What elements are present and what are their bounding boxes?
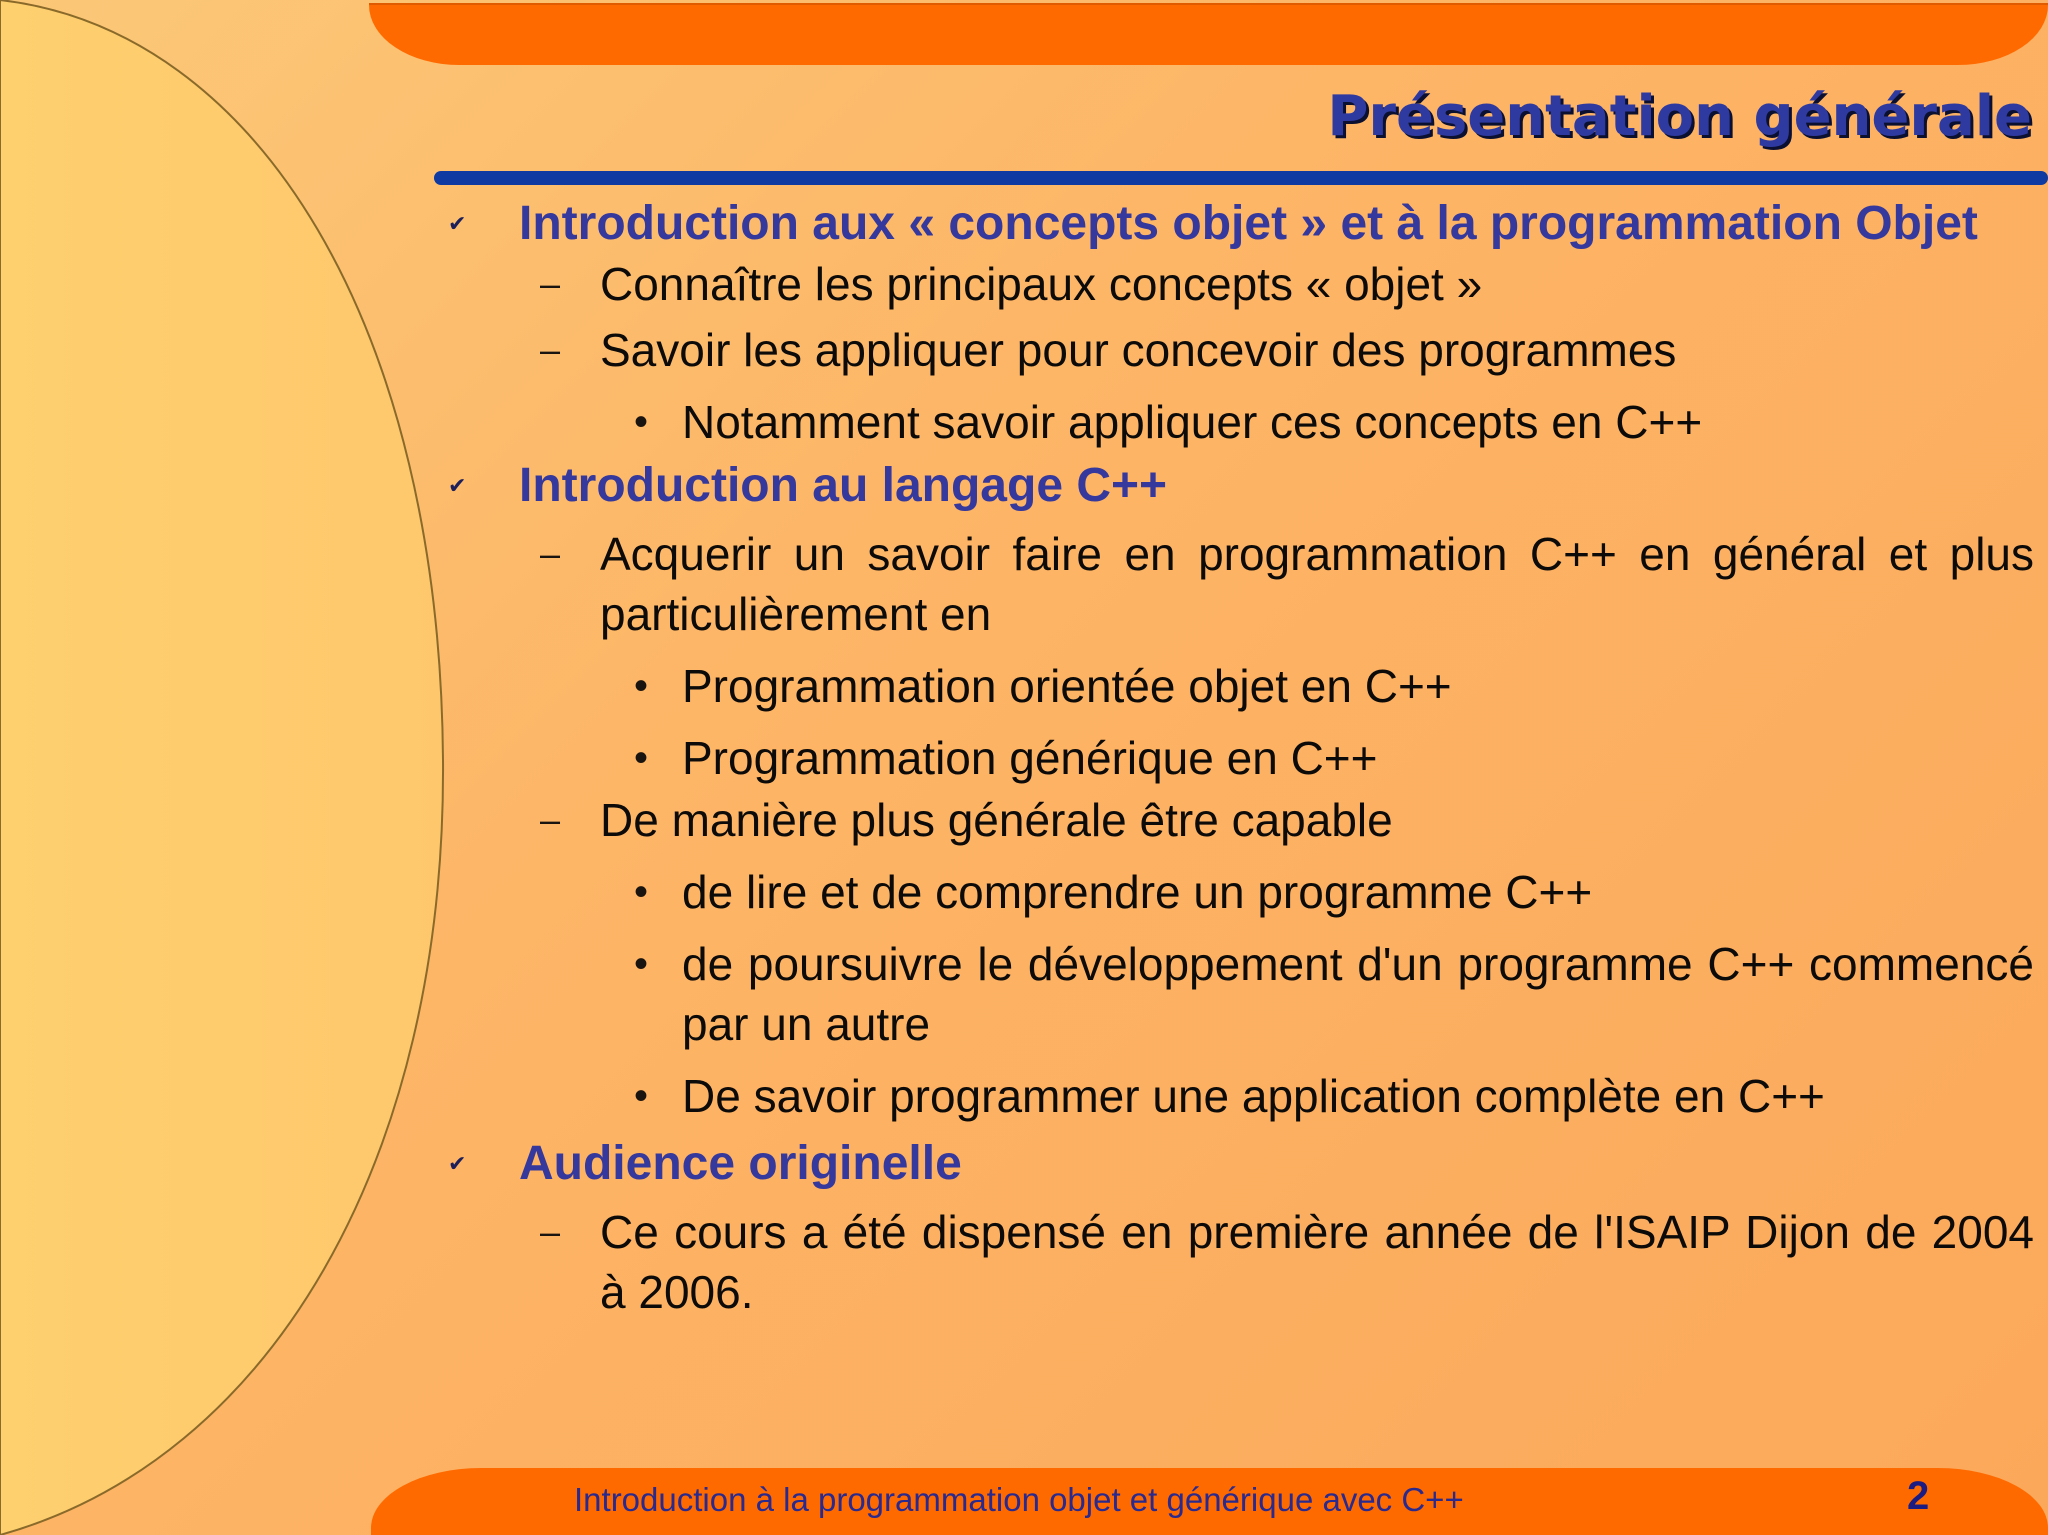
list-item-text: De savoir programmer une application complète en C++ [682, 1070, 1825, 1122]
bullet-list [440, 194, 2034, 1322]
list-item-level-2 [440, 790, 2034, 850]
dash-icon: – [540, 263, 561, 304]
list-item-level-3 [440, 656, 2034, 716]
list-item-text: de lire et de comprendre un programme C++ [682, 866, 1593, 918]
bullet-icon: • [634, 870, 649, 914]
list-item-level-3 [440, 862, 2034, 922]
check-mark-icon: ✔ [448, 211, 467, 236]
list-item-level-3 [440, 728, 2034, 788]
page-number: 2 [1907, 1474, 1930, 1518]
dash-icon: – [540, 799, 561, 840]
list-item-level-3 [440, 934, 2034, 1054]
list-item-level-1 [440, 194, 2034, 254]
list-item-text: Programmation orientée objet en C++ [682, 660, 1452, 712]
list-item-level-3 [440, 1066, 2034, 1126]
list-item-text: Programmation générique en C++ [682, 732, 1378, 784]
list-item-text: Ce cours a été dispensé en première année de l'ISAIP Dijon de 2004 à 2006. [600, 1206, 2034, 1318]
list-item-level-2 [440, 320, 2034, 380]
list-item-level-3 [440, 392, 2034, 452]
list-item-text: Introduction aux « concepts objet » et à la programmation Objet [519, 197, 1978, 250]
check-mark-icon: ✔ [448, 473, 467, 498]
title-underline-rule [434, 171, 2048, 185]
list-item-level-2 [440, 1202, 2034, 1322]
list-item-text: Notamment savoir appliquer ces concepts en C++ [682, 396, 1703, 448]
bullet-icon: • [634, 942, 649, 986]
list-item-text: Audience originelle [519, 1137, 962, 1190]
list-item-text: de poursuivre le développement d'un programme C++ commencé par un autre [682, 938, 2034, 1050]
list-item-level-2 [440, 524, 2034, 644]
list-item-text: Savoir les appliquer pour concevoir des programmes [600, 324, 1677, 376]
list-item-text: De manière plus générale être capable [600, 794, 1393, 846]
bullet-icon: • [634, 1074, 649, 1118]
bullet-icon: • [634, 400, 649, 444]
list-item-text: Introduction au langage C++ [519, 459, 1168, 512]
dash-icon: – [540, 1211, 561, 1252]
bullet-icon: • [634, 736, 649, 780]
list-item-level-2 [440, 254, 2034, 314]
dash-icon: – [540, 533, 561, 574]
list-item-text: Connaître les principaux concepts « objet » [600, 258, 1483, 310]
dash-icon: – [540, 329, 561, 370]
list-item-level-1 [440, 456, 2034, 516]
bullet-icon: • [634, 664, 649, 708]
top-banner-bar [369, 3, 2048, 65]
footer-text: Introduction à la programmation objet et générique avec C++ [574, 1481, 1464, 1518]
slide-title: Présentation générale [1327, 84, 2032, 149]
list-item-text: Acquerir un savoir faire en programmation C++ en général et plus particulièrement en [600, 528, 2034, 640]
list-item-level-1 [440, 1134, 2034, 1194]
check-mark-icon: ✔ [448, 1151, 467, 1176]
